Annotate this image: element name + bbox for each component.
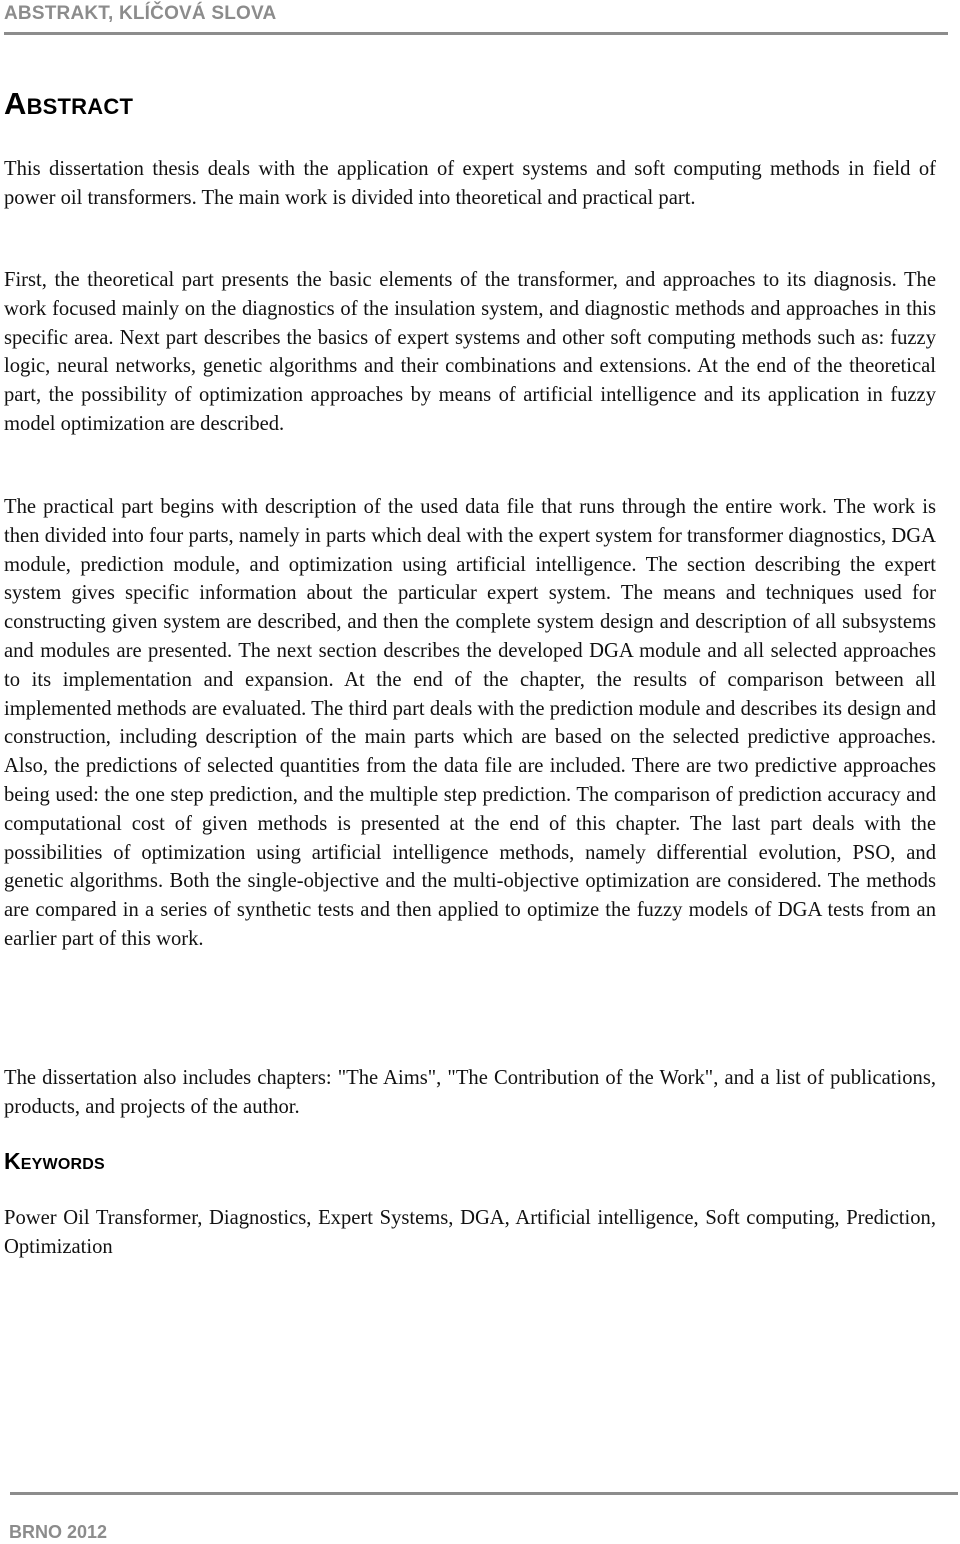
abstract-heading: Abstract: [4, 86, 134, 121]
keywords-heading: Keywords: [4, 1148, 105, 1174]
running-footer: BRNO 2012: [9, 1522, 108, 1542]
keywords-list: Power Oil Transformer, Diagnostics, Expert Systems, DGA, Artificial intelligence, Soft computing, Prediction, Optimization: [4, 1207, 936, 1258]
header-divider: [4, 32, 948, 35]
running-header: ABSTRAKT, KLÍČOVÁ SLOVA: [4, 3, 277, 24]
footer-divider: [10, 1492, 958, 1495]
abstract-paragraph-3: The practical part begins with description of the used data file that runs through the entire work. The work is then divided into four parts, namely in parts which deal with the expert system for transformer diagnostics, DGA module, prediction module, and optimization using artificial intelligence. The section describing the expert system gives specific information about the particular expert system. The means and techniques used for constructing given system are described, and then the complete system design and description of all subsystems and modules are presented. The next section describes the developed DGA module and all selected approaches to its implementation and expansion. At the end of the chapter, the results of comparison between all implemented methods are evaluated. The third part deals with the prediction module and describes its design and construction, including description of the main parts which are based on the selected predictive approaches. Also, the predictions of selected quantities from the data file are included. There are two predictive approaches being used: the one step prediction, and the multiple step prediction. The comparison of prediction accuracy and computational cost of given methods is presented at the end of this chapter. The last part deals with the possibilities of optimization using artificial intelligence methods, namely differential evolution, PSO, and genetic algorithms. Both the single-objective and the multi-objective optimization are considered. The methods are compared in a series of synthetic tests and then applied to optimize the fuzzy models of DGA tests from an earlier part of this work.: [4, 496, 936, 950]
abstract-paragraph-4: The dissertation also includes chapters: "The Aims", "The Contribution of the Work", and a list of publications, products, and projects of the author.: [4, 1067, 936, 1118]
abstract-paragraph-1: This dissertation thesis deals with the application of expert systems and soft computing methods in field of power oil transformers. The main work is divided into theoretical and practical part.: [4, 158, 936, 209]
abstract-paragraph-2: First, the theoretical part presents the basic elements of the transformer, and approaches to its diagnosis. The work focused mainly on the diagnostics of the insulation system, and diagnostic methods and approaches in this specific area. Next part describes the basics of expert systems and other soft computing methods such as: fuzzy logic, neural networks, genetic algorithms and their combinations and extensions. At the end of the theoretical part, the possibility of optimization approaches by means of artificial intelligence and its application in fuzzy model optimization are described.: [4, 269, 936, 435]
